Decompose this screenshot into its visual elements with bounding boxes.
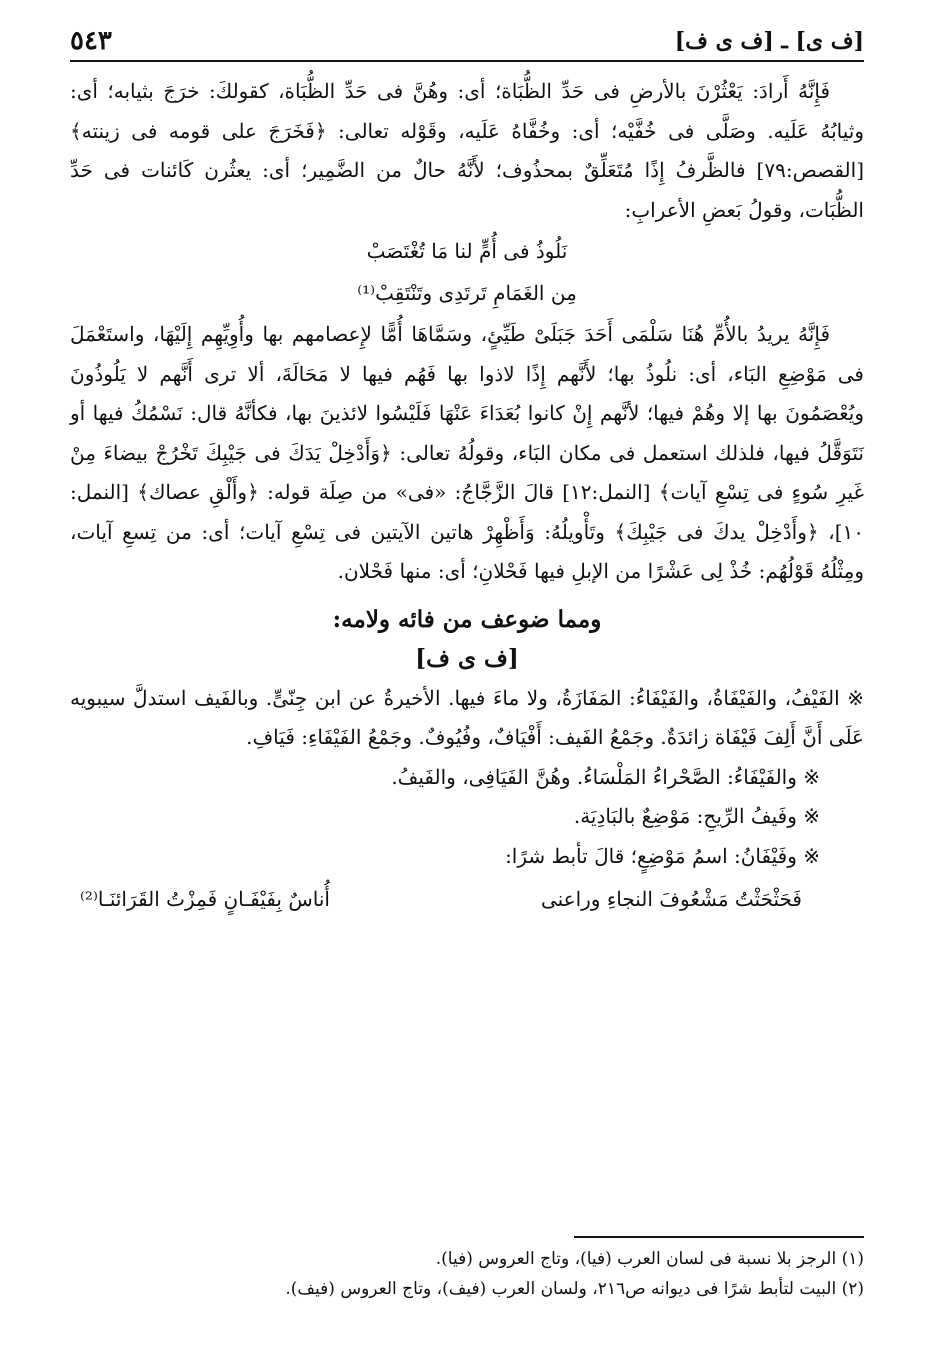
entry-fayf: ※ الفَيْفُ، والفَيْفَاةُ، والفَيْفَاءُ: المَفَازَةُ، ولا ماءَ فيها. الأخيرةُ عن ابن جِنّىٍّ. وبالفَيف استدلَّ سيبويه عَلَى أَنَّ أَلِفَ فَيْفَاة زائدَةٌ. وجَمْعُ الفَيف: أَفْيَافٌ، وفُيُوفٌ. وجَمْعُ الفَيْفَاءِ: فَيَافِ.	[70, 685, 864, 749]
page-body	[70, 72, 864, 924]
poem-second-hemistich: أُناسٌ بِفَيْفَـانٍ فَمِزْتُ القَرَائنَـا⁽²⁾	[80, 887, 330, 911]
entry-heading: [ف ى ف]	[415, 645, 519, 672]
footnotes	[70, 1236, 864, 1304]
page-number: ٥٤٣	[70, 26, 112, 56]
entry-fayfan: ※ وفَيْفَانُ: اسمُ مَوْضِعٍ؛ قالَ تأبط شرًا:	[505, 843, 820, 868]
paragraph-2: فَإِنَّهُ يريدُ بالأُمِّ هُنَا سَلْمَى أَحَدَ جَبَلَىْ طَيِّئٍ، وسَمَّاهَا أُمًّا لإِعصامهم بها وأُوِيِّهِم إِلَيْهَا، واستَعْمَلَ فى مَوْضِعِ البَاء، أى: نلُوذُ بها؛ لأَنَّهم إِذًا لاذوا بها فَهُم فيها لا مَحَالَةَ، ألا ترى أَنَّهم لا يَلُوذُونَ ويُعْصَمُونَ بها إلا وهُمْ فيها؛ لأنَّهم إِنْ كانوا بُعَدَاءَ عَنْهَا فَلَيْسُوا لائذينَ بها، فكأنَّهُ قال: نَسْمُكُ فيها أو نَتَوَقَّلُ فيها، فلذلك استعمل فى مكان البَاء، وقولُهُ تعالى: ﴿وَأَدْخِلْ يَدَكَ فى جَيْبِكَ تَخْرُجْ بيضاءَ مِنْ غَيرِ سُوءٍ فى تِسْعِ آيات﴾ [النمل:١٢] قالَ الزَّجَّاجُ: «فى» من صِلَة قوله: ﴿وأَلْقِ عصاك﴾ [النمل: ١٠]، ﴿وأَدْخِلْ يدكَ فى جَيْبِكَ﴾ وتَأْويلُهُ: وَأَظْهِرْ هاتين الآيتين فى تِسْعِ آيات؛ أى: من تِسعِ آيات، ومِثْلُهُ قَوْلُهُم: خُذْ لِى عَشْرًا من الإبلِ فيها فَحْلانِ؛ أى: منها فَحْلان.	[70, 322, 864, 583]
verse-line-1: نَلُوذُ فى أُمٍّ لنا مَا تُغْتَصَبْ	[366, 239, 568, 263]
entry-fayf-alrih: ※ وفَيفُ الرِّيحِ: مَوْضِعٌ بالبَادِيَة.	[573, 804, 820, 828]
entry-fayfaa: ※ والفَيْفَاءُ: الصَّحْراءُ المَلْسَاءُ. وهُنَّ الفَيَافِى، والفَيفُ.	[391, 764, 820, 789]
verse-line-2: مِن الغَمَامِ تَرتَدِى وتَنْتَقِبْ⁽¹⁾	[357, 280, 577, 305]
section-heading: ومما ضوعف من فائه ولامه:	[332, 605, 602, 633]
running-title: [ف ى] ـ [ف ى ف]	[674, 28, 864, 54]
footnote-divider	[574, 1236, 864, 1238]
dictionary-page	[70, 24, 864, 1324]
poem-first-hemistich: فَحَثْحَثْتُ مَشْعُوفَ النجاءِ وراعنى	[540, 887, 802, 911]
footnote-1: (١) الرجز بلا نسبة فى لسان العرب (فيا)، وتاج العروس (فيا).	[435, 1249, 864, 1269]
paragraph-1: فَإِنَّهُ أَرادَ: يَعْثُرْنَ بالأرضِ فى حَدِّ الظُّبَاة؛ أى: وهُنَّ فى حَدِّ الظُّبَاة، كقولكَ: خرَجَ بثيابه؛ أى: وثيابُهُ عَلَيه. وصَلَّى فى خُفَّيْه؛ أى: وخُفَّاهُ عَلَيه، وقَوْله تعالى: ﴿فَخَرَجَ على قومه فى زينته﴾ [القصص:٧٩] فالظَّرفُ إِذًا مُتَعَلِّقٌ بمحذُوف؛ لأَنَّهُ حالٌ من الضَّمِير؛ أى: يعثُرن كَائنات فى حَدِّ الظُّبَات، وقولُ بَعضِ الأعرابِ:	[70, 79, 864, 222]
page-header	[70, 24, 864, 62]
poem-verse	[70, 880, 864, 924]
footnote-2: (٢) البيت لتأبط شرًا فى ديوانه ص٢١٦، ولسان العرب (فيف)، وتاج العروس (فيف).	[285, 1279, 864, 1299]
